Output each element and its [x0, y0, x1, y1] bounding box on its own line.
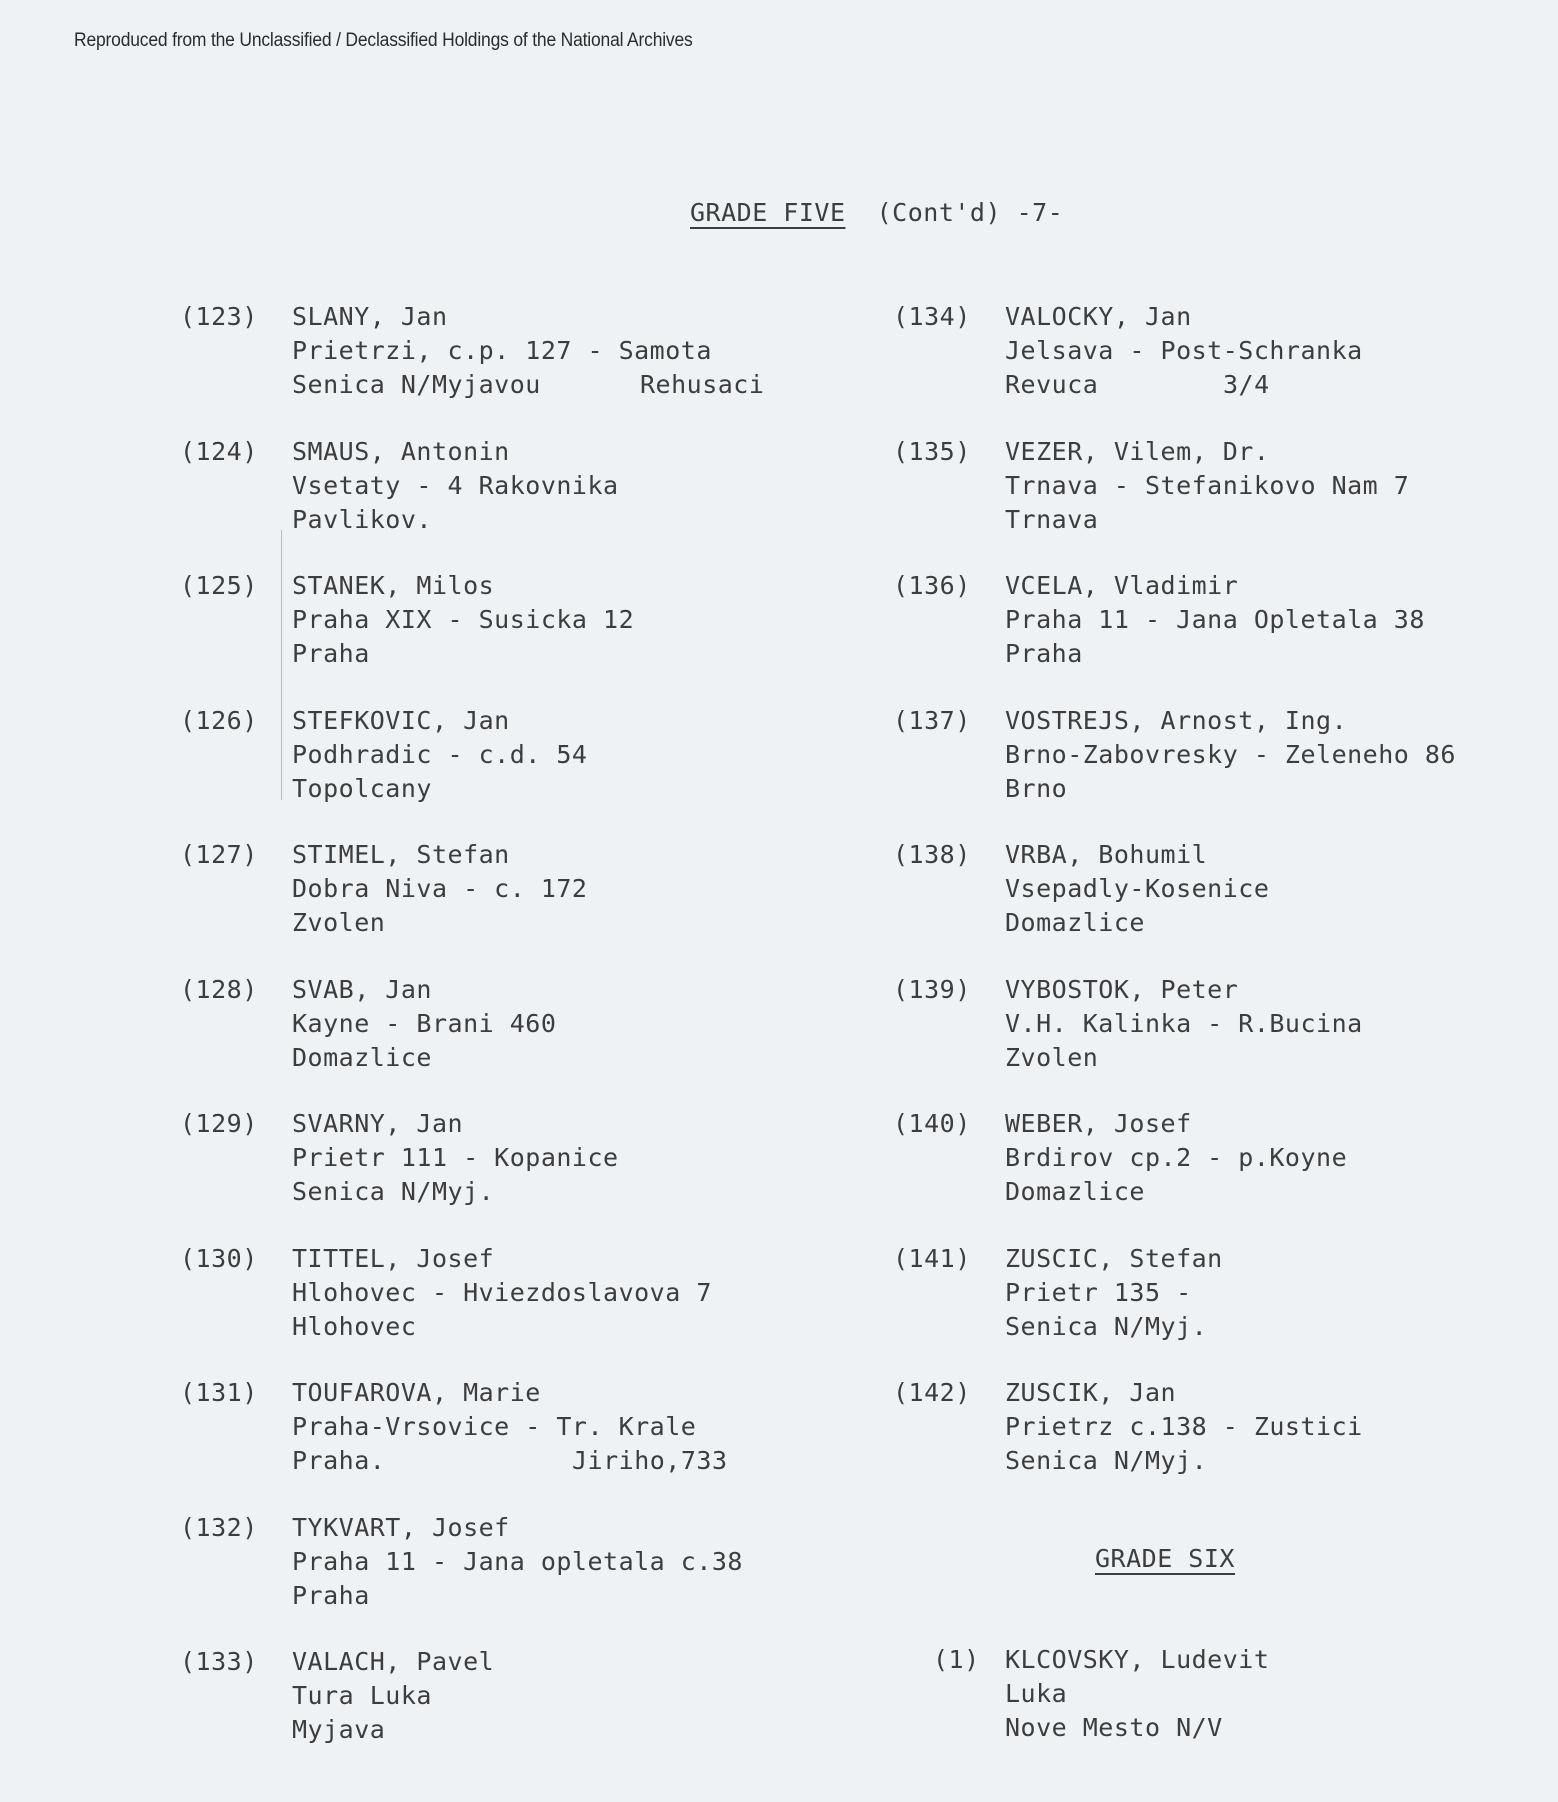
entry-number: (138)	[893, 840, 971, 869]
entry-text: Revuca	[1005, 370, 1099, 399]
entry-text: Brno-Zabovresky - Zeleneho 86	[1005, 739, 1456, 769]
entry-number: (135)	[893, 436, 971, 466]
entry-number: (139)	[893, 974, 971, 1004]
entry-text: Nove Mesto N/V	[1005, 1713, 1223, 1742]
entry-address-line	[292, 469, 619, 503]
entry-text: Praha XIX - Susicka 12	[292, 605, 635, 634]
entry-text: Domazlice	[292, 1042, 432, 1072]
entry-number: (127)	[180, 840, 258, 869]
entry-text: VOSTREJS, Arnost, Ing.	[1005, 705, 1348, 735]
entry-text: SMAUS, Antonin	[292, 436, 510, 466]
entry-number: (136)	[893, 571, 971, 600]
entry-number: (140)	[893, 1109, 971, 1138]
grade-six-title: GRADE SIX	[1095, 1544, 1235, 1573]
entry-address-line	[1005, 1711, 1269, 1745]
entry-text: Praha 11 - Jana opletala c.38	[292, 1546, 743, 1576]
entry-text: VALACH, Pavel	[292, 1647, 495, 1676]
entry-address-line	[1005, 738, 1456, 772]
entry-text: Jelsava - Post-Schranka	[1005, 336, 1363, 365]
entry-name	[1005, 435, 1409, 469]
entry-name	[292, 1107, 619, 1141]
entry-name	[1005, 300, 1363, 334]
entry-text: V.H. Kalinka - R.Bucina	[1005, 1008, 1363, 1038]
margin-rule	[281, 530, 282, 800]
grade-six-heading	[1095, 1544, 1235, 1573]
entry-text: Hlohovec - Hviezdoslavova 7	[292, 1277, 712, 1307]
entry-name	[1005, 704, 1456, 738]
entry-address-line	[1005, 1444, 1363, 1478]
entry-address-line	[292, 368, 765, 402]
entry-text: Prietr 135 -	[1005, 1277, 1192, 1307]
entry-address-line	[1005, 872, 1269, 906]
grade-five-heading	[690, 198, 1063, 227]
entry-address-line	[292, 1175, 619, 1209]
entry-address-line	[292, 738, 587, 772]
entry-text: Luka	[1005, 1679, 1068, 1708]
entry-name	[1005, 1376, 1363, 1410]
entry-text: Hlohovec	[292, 1311, 417, 1341]
entry-name	[292, 569, 634, 603]
entry-name	[292, 1376, 696, 1410]
entry-text: Zvolen	[292, 908, 386, 937]
entry-text: VYBOSTOK, Peter	[1005, 974, 1239, 1004]
entry-text: Topolcany	[292, 773, 432, 803]
entry-text: Domazlice	[1005, 1177, 1145, 1206]
entry-text: TYKVART, Josef	[292, 1512, 510, 1542]
entry-name	[292, 704, 587, 738]
entry-text: Praha-Vrsovice - Tr. Krale	[292, 1412, 697, 1441]
entry-number: (142)	[893, 1378, 971, 1407]
entry-name	[292, 838, 587, 872]
entry-address-line	[292, 603, 634, 637]
entry-address-line	[1005, 469, 1409, 503]
entry-text: Brdirov cp.2 - p.Koyne	[1005, 1143, 1348, 1172]
entry-text: Trnava - Stefanikovo Nam 7	[1005, 470, 1410, 500]
entry-number: (134)	[893, 302, 971, 331]
entry-name	[292, 973, 556, 1007]
entry-address-line	[1005, 1310, 1223, 1344]
entry-text: Trnava	[1005, 504, 1099, 534]
entry-text: Pavlikov.	[292, 504, 432, 534]
entry-address-line	[1005, 637, 1425, 671]
entry-text: STIMEL, Stefan	[292, 840, 510, 869]
entry-address-line	[1005, 334, 1363, 368]
grade-five-title: GRADE FIVE	[690, 198, 846, 227]
entry-text: ZUSCIK, Jan	[1005, 1378, 1177, 1407]
entry-text: VALOCKY, Jan	[1005, 302, 1192, 331]
entry-number: (128)	[180, 974, 258, 1004]
entry-text: SLANY, Jan	[292, 302, 448, 331]
entry-text: Zvolen	[1005, 1042, 1099, 1072]
entry-address-line	[292, 1579, 743, 1613]
entry-address-line	[1005, 1007, 1363, 1041]
entry-address-line	[1005, 603, 1425, 637]
archive-header-note: Reproduced from the Unclassified / Declassified Holdings of the National Archives	[74, 30, 693, 51]
entry-text: Myjava	[292, 1715, 386, 1744]
entry-name	[1005, 1242, 1223, 1276]
entry-text: STANEK, Milos	[292, 571, 495, 600]
entry-text: Praha	[292, 639, 370, 668]
entry-number: (126)	[180, 705, 258, 735]
entry-address-line	[292, 1276, 712, 1310]
entry-number: (132)	[180, 1512, 258, 1542]
entry-address-line	[292, 503, 619, 537]
entry-text: Vsetaty - 4 Rakovnika	[292, 470, 619, 500]
entry-address-line	[292, 1041, 556, 1075]
entry-name	[292, 1242, 712, 1276]
entry-number: (130)	[180, 1243, 258, 1273]
entry-address-line	[1005, 1410, 1363, 1444]
entry-text: Praha	[1005, 639, 1083, 668]
entry-name	[292, 300, 712, 334]
entry-text: Podhradic - c.d. 54	[292, 739, 588, 769]
entry-address-line	[292, 872, 587, 906]
entry-text: Senica N/Myjavou	[292, 370, 541, 399]
entry-address-line	[292, 334, 712, 368]
entry-address-line	[292, 637, 634, 671]
entry-address-line	[1005, 368, 1363, 402]
entry-text: VCELA, Vladimir	[1005, 571, 1239, 600]
entry-address-line	[1005, 906, 1269, 940]
entry-text: Senica N/Myj.	[1005, 1311, 1208, 1341]
entry-name	[292, 1511, 743, 1545]
entry-address-line	[292, 1545, 743, 1579]
entry-text: STEFKOVIC, Jan	[292, 705, 510, 735]
entry-number: (141)	[893, 1243, 971, 1273]
entry-number: (137)	[893, 705, 971, 735]
entry-number: (125)	[180, 571, 258, 600]
entry-name	[1005, 1107, 1347, 1141]
entry-address-line	[1005, 1175, 1347, 1209]
entry-text: Vsepadly-Kosenice	[1005, 874, 1270, 903]
entry-name	[1005, 973, 1363, 1007]
entry-text: Tura Luka	[292, 1681, 432, 1710]
entry-text: Kayne - Brani 460	[292, 1008, 557, 1038]
entry-number: (133)	[180, 1647, 258, 1676]
entry-text: SVAB, Jan	[292, 974, 432, 1004]
entry-name	[1005, 569, 1425, 603]
entry-text: SVARNY, Jan	[292, 1109, 464, 1138]
entry-address-line	[292, 1713, 494, 1747]
entry-address-line	[292, 1310, 712, 1344]
entry-text: WEBER, Josef	[1005, 1109, 1192, 1138]
grade-five-cont: (Cont'd) -7-	[876, 198, 1064, 227]
entry-address-line	[292, 772, 587, 806]
entry-text: Brno	[1005, 773, 1068, 803]
entry-text-right: Jiriho,733	[572, 1446, 728, 1475]
entry-address-line	[292, 1679, 494, 1713]
entry-address-line	[1005, 1677, 1269, 1711]
entry-name	[292, 1645, 494, 1679]
entry-text-right: Rehusaci	[640, 370, 765, 399]
entry-text-right: 3/4	[1223, 370, 1270, 399]
entry-address-line	[292, 1410, 696, 1444]
entry-address-line	[292, 1007, 556, 1041]
entry-text: Senica N/Myj.	[1005, 1446, 1208, 1475]
entry-address-line	[1005, 1276, 1223, 1310]
entry-number: (123)	[180, 302, 258, 331]
entry-text: Domazlice	[1005, 908, 1145, 937]
entry-number: (1)	[933, 1645, 980, 1674]
entry-text: TITTEL, Josef	[292, 1243, 495, 1273]
entry-text: Praha	[292, 1580, 370, 1610]
entry-name	[1005, 1643, 1269, 1677]
entry-text: Prietrzi, c.p. 127 - Samota	[292, 336, 712, 365]
entry-address-line	[292, 906, 587, 940]
entry-text: Prietrz c.138 - Zustici	[1005, 1412, 1363, 1441]
entry-text: ZUSCIC, Stefan	[1005, 1243, 1223, 1273]
entry-address-line	[292, 1141, 619, 1175]
entry-text: TOUFAROVA, Marie	[292, 1378, 541, 1407]
entry-text: VEZER, Vilem, Dr.	[1005, 436, 1270, 466]
entry-address-line	[1005, 1041, 1363, 1075]
entry-text: Dobra Niva - c. 172	[292, 874, 588, 903]
entry-text: Prietr 111 - Kopanice	[292, 1143, 619, 1172]
entry-number: (129)	[180, 1109, 258, 1138]
entry-address-line	[1005, 772, 1456, 806]
entry-address-line	[1005, 503, 1409, 537]
entry-text: Praha 11 - Jana Opletala 38	[1005, 605, 1425, 634]
entry-address-line	[292, 1444, 728, 1478]
entry-text: VRBA, Bohumil	[1005, 840, 1208, 869]
entry-address-line	[1005, 1141, 1347, 1175]
entry-name	[292, 435, 619, 469]
entry-name	[1005, 838, 1269, 872]
entry-text: Praha.	[292, 1446, 386, 1475]
entry-number: (131)	[180, 1378, 258, 1407]
entry-number: (124)	[180, 436, 258, 466]
entry-text: Senica N/Myj.	[292, 1177, 495, 1206]
entry-text: KLCOVSKY, Ludevit	[1005, 1645, 1270, 1674]
